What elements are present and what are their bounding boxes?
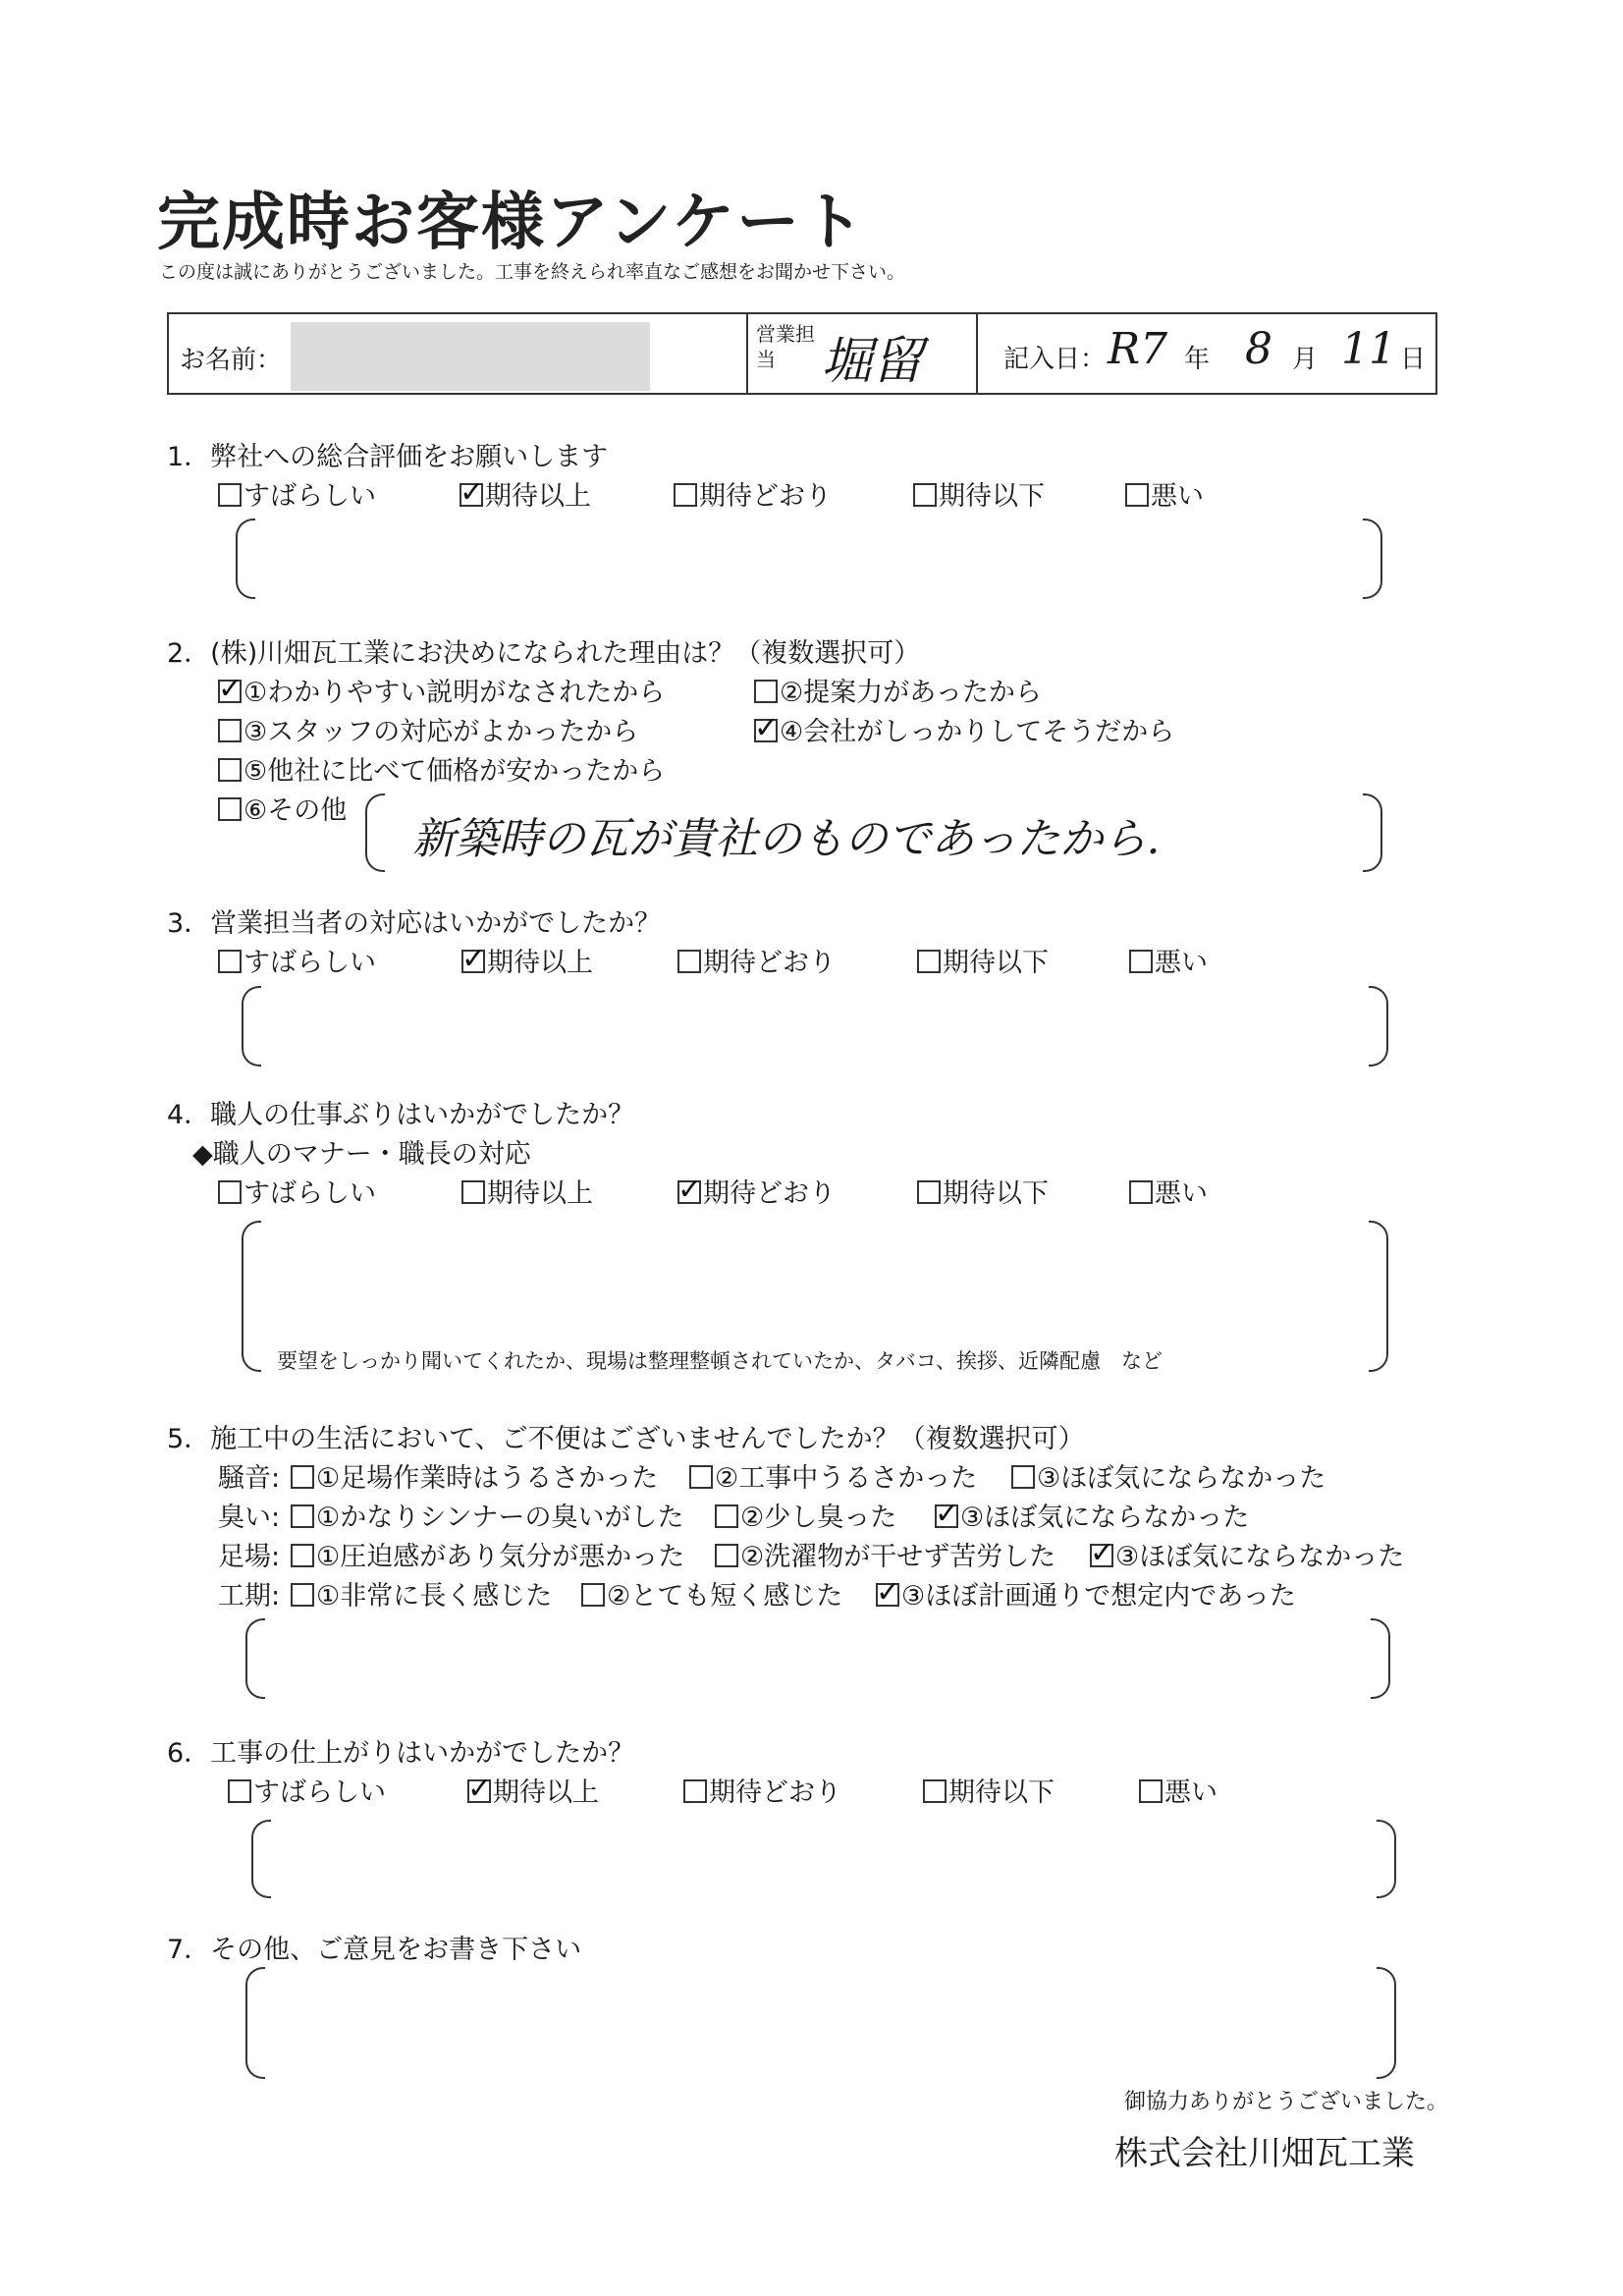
- q1-option-2[interactable]: ✓ 期待以上: [460, 474, 591, 513]
- checkbox[interactable]: [715, 1544, 738, 1567]
- q1-comment-bracket-left: [236, 519, 255, 599]
- q6-comment-bracket-right: [1377, 1820, 1396, 1898]
- q4-comment-field[interactable]: [263, 1223, 1363, 1331]
- q5-smell-option-1[interactable]: ①かなりシンナーの臭いがした: [291, 1496, 684, 1534]
- footer-thanks: 御協力ありがとうございました。: [1124, 2090, 1449, 2114]
- q3-option-2[interactable]: ✓ 期待以上: [461, 941, 593, 979]
- checkbox[interactable]: [218, 680, 242, 703]
- q2-other-bracket-left: [365, 793, 385, 872]
- date-day[interactable]: 11: [1341, 324, 1396, 374]
- q3-title: 3．営業担当者の対応はいかがでしたか？: [167, 908, 662, 939]
- checkbox[interactable]: [715, 1504, 738, 1528]
- q2-title: 2．(株)川畑瓦工業にお決めになられた理由は？（複数選択可）: [167, 638, 921, 669]
- q2-other-text[interactable]: 新築時の瓦が貴社のものであったから.: [412, 814, 1161, 864]
- q3-comment-field[interactable]: [263, 988, 1363, 1061]
- checkbox[interactable]: [218, 719, 242, 742]
- checkbox[interactable]: [461, 1180, 485, 1204]
- checkbox[interactable]: [1129, 950, 1153, 973]
- q4-comment-bracket-left: [242, 1221, 261, 1372]
- checkbox[interactable]: [218, 950, 242, 973]
- checkbox[interactable]: [460, 483, 483, 507]
- checkbox[interactable]: [461, 950, 485, 973]
- q4-subtitle: ◆職人のマナー・職長の対応: [192, 1139, 531, 1170]
- page-title: 完成時お客様アンケート: [157, 187, 867, 259]
- sales-rep-name[interactable]: 堀留: [821, 332, 924, 391]
- q2-option-3[interactable]: ③スタッフの対応がよかったから: [218, 710, 638, 748]
- q2-option-2[interactable]: ②提案力があったから: [754, 671, 1042, 709]
- checkbox[interactable]: [677, 950, 701, 973]
- q1-option-4[interactable]: 期待以下: [913, 474, 1045, 513]
- checkbox[interactable]: [1125, 483, 1149, 507]
- q5-row-smell: 臭い:: [218, 1503, 281, 1533]
- q7-comment-bracket-left: [245, 1967, 265, 2079]
- checkbox[interactable]: [935, 1504, 958, 1528]
- q5-row-duration: 工期:: [218, 1581, 281, 1612]
- q4-option-3[interactable]: ✓ 期待どおり: [677, 1172, 836, 1210]
- day-unit: 日: [1400, 345, 1427, 374]
- q6-title: 6．工事の仕上がりはいかがでしたか？: [167, 1738, 635, 1769]
- q1-option-3[interactable]: 期待どおり: [674, 474, 832, 513]
- checkbox[interactable]: [218, 758, 242, 782]
- q6-option-5[interactable]: 悪い: [1139, 1771, 1217, 1809]
- name-field[interactable]: [291, 322, 650, 391]
- checkbox[interactable]: [291, 1465, 314, 1489]
- date-month[interactable]: 8: [1245, 324, 1272, 374]
- q2-other-bracket-right: [1363, 793, 1382, 872]
- q4-option-4[interactable]: 期待以下: [917, 1172, 1049, 1210]
- q4-comment-bracket-right: [1369, 1221, 1388, 1372]
- q6-option-1[interactable]: すばらしい: [228, 1771, 386, 1809]
- q1-comment-field[interactable]: [257, 520, 1357, 593]
- q3-option-1[interactable]: すばらしい: [218, 941, 376, 979]
- q6-option-2[interactable]: ✓ 期待以上: [467, 1771, 599, 1809]
- checkbox[interactable]: [674, 483, 697, 507]
- checkbox[interactable]: [1129, 1180, 1153, 1204]
- checkbox[interactable]: [917, 950, 941, 973]
- q3-option-5[interactable]: 悪い: [1129, 941, 1208, 979]
- q5-duration-option-2[interactable]: ②とても短く感じた: [581, 1574, 842, 1613]
- q4-option-2[interactable]: 期待以上: [461, 1172, 593, 1210]
- q5-duration-option-1[interactable]: ①非常に長く感じた: [291, 1574, 552, 1613]
- q5-smell-option-3[interactable]: ✓ ③ほぼ気にならなかった: [935, 1496, 1249, 1534]
- q6-option-3[interactable]: 期待どおり: [683, 1771, 841, 1809]
- checkbox[interactable]: [677, 1180, 701, 1204]
- q1-comment-bracket-right: [1363, 519, 1382, 599]
- q5-comment-field[interactable]: [267, 1620, 1365, 1693]
- checkbox[interactable]: [218, 483, 242, 507]
- q5-row-scaffold: 足場:: [218, 1542, 281, 1572]
- checkbox[interactable]: [1139, 1779, 1163, 1803]
- q4-title: 4．職人の仕事ぶりはいかがでしたか？: [167, 1100, 635, 1130]
- checkbox[interactable]: [1011, 1465, 1035, 1489]
- checkbox[interactable]: [291, 1504, 314, 1528]
- q5-noise-option-2[interactable]: ②工事中うるさかった: [689, 1456, 977, 1495]
- checkbox[interactable]: [467, 1779, 491, 1803]
- q3-comment-bracket-right: [1369, 986, 1388, 1066]
- q1-option-1[interactable]: すばらしい: [218, 474, 376, 513]
- q5-noise-option-3[interactable]: ③ほぼ気にならなかった: [1011, 1456, 1325, 1495]
- page-subtitle: この度は誠にありがとうございました。工事を終えられ率直なご感想をお聞かせ下さい。: [159, 261, 906, 283]
- q2-option-6[interactable]: ⑥その他: [218, 789, 347, 827]
- q2-option-1[interactable]: ✓①わかりやすい説明がなされたから: [218, 671, 665, 709]
- checkbox[interactable]: [218, 1180, 242, 1204]
- q4-option-1[interactable]: すばらしい: [218, 1172, 376, 1210]
- date-label: 記入日：: [1003, 345, 1107, 374]
- checkbox[interactable]: [923, 1779, 947, 1803]
- q1-title: 1．弊社への総合評価をお願いします: [167, 442, 609, 472]
- q5-duration-option-3[interactable]: ✓ ③ほぼ計画通りで想定内であった: [876, 1574, 1296, 1613]
- checkbox[interactable]: [581, 1583, 605, 1607]
- q5-comment-bracket-left: [245, 1618, 265, 1699]
- q5-scaffold-option-2[interactable]: ②洗濯物が干せず苦労した: [715, 1535, 1055, 1573]
- q3-option-3[interactable]: 期待どおり: [677, 941, 836, 979]
- checkbox[interactable]: [876, 1583, 899, 1607]
- checkbox[interactable]: [1090, 1544, 1113, 1567]
- q7-comment-field[interactable]: [267, 1969, 1371, 2073]
- q5-smell-option-2[interactable]: ②少し臭った: [715, 1496, 896, 1534]
- q5-scaffold-option-3[interactable]: ✓ ③ほぼ気にならなかった: [1090, 1535, 1404, 1573]
- month-unit: 月: [1292, 345, 1319, 374]
- q5-noise-option-1[interactable]: ①足場作業時はうるさかった: [291, 1456, 658, 1495]
- q2-option-4[interactable]: ✓ ④会社がしっかりしてそうだから: [754, 710, 1174, 748]
- checkbox[interactable]: [689, 1465, 713, 1489]
- q4-note: 要望をしっかり聞いてくれたか、現場は整理整頓されていたか、タバコ、挨拶、近隣配慮 など: [277, 1349, 1163, 1373]
- checkbox[interactable]: [754, 680, 778, 703]
- checkbox[interactable]: [683, 1779, 707, 1803]
- q6-option-4[interactable]: 期待以下: [923, 1771, 1055, 1809]
- q4-option-5[interactable]: 悪い: [1129, 1172, 1208, 1210]
- checkbox[interactable]: [218, 797, 242, 821]
- q5-scaffold-option-1[interactable]: ①圧迫感があり気分が悪かった: [291, 1535, 684, 1573]
- q3-comment-bracket-left: [242, 986, 261, 1066]
- checkbox[interactable]: [913, 483, 937, 507]
- q7-comment-bracket-right: [1377, 1967, 1396, 2079]
- checkbox[interactable]: [754, 719, 778, 742]
- sales-rep-label: 営業担当: [756, 322, 815, 371]
- q5-comment-bracket-right: [1371, 1618, 1390, 1699]
- q5-title: 5．施工中の生活において、ご不便はございませんでしたか？（複数選択可）: [167, 1424, 1085, 1454]
- q3-option-4[interactable]: 期待以下: [917, 941, 1049, 979]
- checkbox[interactable]: [291, 1544, 314, 1567]
- checkbox[interactable]: [228, 1779, 251, 1803]
- date-year[interactable]: R7: [1108, 324, 1168, 374]
- checkbox[interactable]: [291, 1583, 314, 1607]
- q5-row-noise: 騒音:: [218, 1463, 281, 1494]
- q2-option-5[interactable]: ⑤他社に比べて価格が安かったから: [218, 749, 665, 788]
- footer-company: 株式会社川畑瓦工業: [1114, 2134, 1415, 2173]
- checkbox[interactable]: [917, 1180, 941, 1204]
- name-label: お名前：: [180, 346, 283, 375]
- year-unit: 年: [1184, 345, 1211, 374]
- q7-title: 7．その他、ご意見をお書き下さい: [167, 1935, 582, 1965]
- q6-comment-field[interactable]: [273, 1822, 1371, 1892]
- q1-option-5[interactable]: 悪い: [1125, 474, 1204, 513]
- q6-comment-bracket-left: [251, 1820, 271, 1898]
